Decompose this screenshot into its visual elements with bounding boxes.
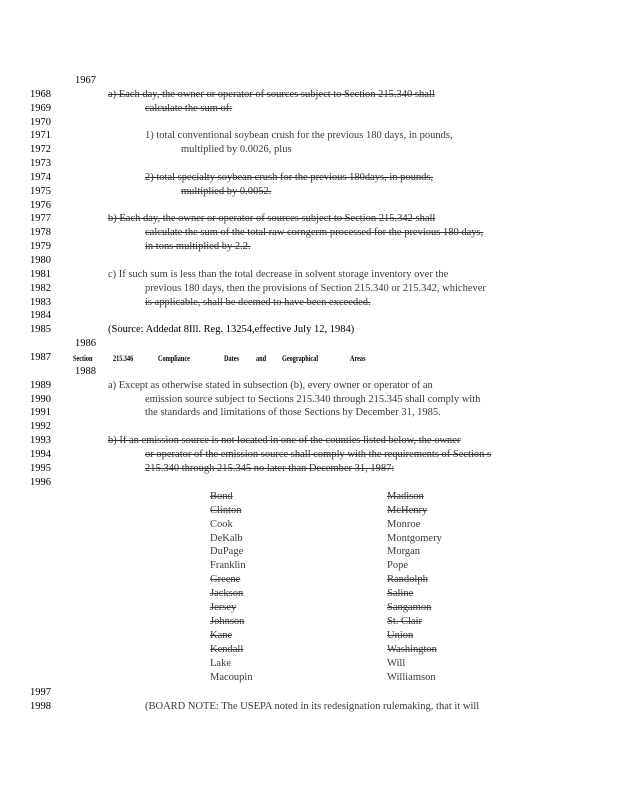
line-number: 1978 bbox=[30, 227, 51, 238]
line-number: 1970 bbox=[30, 117, 51, 128]
line-number: 1967 bbox=[75, 75, 96, 86]
line-number: 1977 bbox=[30, 213, 51, 224]
line-number: 1979 bbox=[30, 241, 51, 252]
line-number: 1994 bbox=[30, 449, 51, 460]
county-item: Jersey bbox=[210, 602, 237, 613]
line-number: 1984 bbox=[30, 310, 51, 321]
county-item: Cook bbox=[210, 519, 233, 530]
text-line: 215.340 through 215.345 no later than December 31, 1987: bbox=[145, 463, 395, 474]
text-line: multiplied by 0.0026, plus bbox=[181, 144, 292, 155]
text-line: calculate the sum of the total raw corngerm processed for the previous 180 days, bbox=[145, 227, 484, 238]
county-item: St. Clair bbox=[387, 616, 423, 627]
section-number: 215.346 bbox=[113, 354, 134, 363]
section-title-word: Geographical bbox=[282, 354, 319, 363]
line-number: 1981 bbox=[30, 269, 51, 280]
line-number: 1982 bbox=[30, 283, 51, 294]
county-item: Jackson bbox=[210, 588, 244, 599]
line-number: 1989 bbox=[30, 380, 51, 391]
text-line: the standards and limitations of those Sections by December 31, 1985. bbox=[145, 407, 441, 418]
line-number: 1995 bbox=[30, 463, 51, 474]
text-line: b) Each day, the owner or operator of sources subject to Section 215.342 shall bbox=[108, 213, 436, 224]
source-note: (Source: Addedat 8Ill. Reg. 13254,effective July 12, 1984) bbox=[108, 324, 355, 335]
text-line: calculate the sum of: bbox=[145, 103, 233, 114]
county-item: Kane bbox=[210, 630, 233, 641]
text-line: is applicable, shall be deemed to have been exceeded. bbox=[145, 297, 371, 308]
county-item: Washington bbox=[387, 644, 437, 655]
county-item: Macoupin bbox=[210, 672, 253, 683]
text-line: 1) total conventional soybean crush for the previous 180 days, in pounds, bbox=[145, 130, 453, 141]
county-item: Monroe bbox=[387, 519, 421, 530]
line-number: 1980 bbox=[30, 255, 51, 266]
text-line: previous 180 days, then the provisions of Section 215.340 or 215.342, whichever bbox=[145, 283, 486, 294]
line-number: 1997 bbox=[30, 687, 51, 698]
text-line: a) Each day, the owner or operator of sources subject to Section 215.340 shall bbox=[108, 89, 435, 100]
county-item: Greene bbox=[210, 574, 241, 585]
county-item: Johnson bbox=[210, 616, 245, 627]
text-line: or operator of the emission source shall comply with the requirements of Section s bbox=[145, 449, 492, 460]
line-number: 1973 bbox=[30, 158, 51, 169]
section-label: Section bbox=[73, 354, 93, 363]
county-item: McHenry bbox=[387, 505, 428, 516]
line-number: 1974 bbox=[30, 172, 51, 183]
line-number: 1969 bbox=[30, 103, 51, 114]
line-number: 1986 bbox=[75, 338, 96, 349]
county-item: Bond bbox=[210, 491, 233, 502]
line-number: 1971 bbox=[30, 130, 51, 141]
section-title-word: Areas bbox=[350, 354, 366, 363]
county-item: Clinton bbox=[210, 505, 242, 516]
county-item: Union bbox=[387, 630, 414, 641]
county-item: DeKalb bbox=[210, 533, 243, 544]
line-number: 1988 bbox=[75, 366, 96, 377]
county-item: Williamson bbox=[387, 672, 436, 683]
county-item: Lake bbox=[210, 658, 231, 669]
line-number: 1975 bbox=[30, 186, 51, 197]
line-number: 1972 bbox=[30, 144, 51, 155]
county-item: Will bbox=[387, 658, 406, 669]
county-item: Kendall bbox=[210, 644, 244, 655]
county-item: Sangamon bbox=[387, 602, 432, 613]
line-number: 1992 bbox=[30, 421, 51, 432]
section-title-word: Compliance bbox=[158, 354, 190, 363]
county-item: DuPage bbox=[210, 546, 244, 557]
county-item: Morgan bbox=[387, 546, 421, 557]
county-item: Montgomery bbox=[387, 533, 442, 544]
county-item: Madison bbox=[387, 491, 424, 502]
county-item: Randolph bbox=[387, 574, 428, 585]
line-number: 1968 bbox=[30, 89, 51, 100]
line-number: 1996 bbox=[30, 477, 51, 488]
line-number: 1985 bbox=[30, 324, 51, 335]
county-item: Saline bbox=[387, 588, 414, 599]
text-line: a) Except as otherwise stated in subsection (b), every owner or operator of an bbox=[108, 380, 433, 391]
line-number: 1990 bbox=[30, 394, 51, 405]
section-title-word: and bbox=[256, 354, 267, 363]
county-item: Pope bbox=[387, 560, 408, 571]
line-number: 1993 bbox=[30, 435, 51, 446]
text-line: multiplied by 0.0052. bbox=[181, 186, 272, 197]
line-number: 1983 bbox=[30, 297, 51, 308]
line-number: 1998 bbox=[30, 701, 51, 712]
section-title-word: Dates bbox=[224, 354, 239, 363]
text-line: emission source subject to Sections 215.340 through 215.345 shall comply with bbox=[145, 394, 481, 405]
line-number: 1991 bbox=[30, 407, 51, 418]
text-line: (BOARD NOTE: The USEPA noted in its redesignation rulemaking, that it will bbox=[145, 701, 480, 712]
text-line: in tons multiplied by 2.2. bbox=[145, 241, 251, 252]
text-line: 2) total specialty soybean crush for the previous 180days, in pounds, bbox=[145, 172, 434, 183]
line-number: 1987 bbox=[30, 352, 51, 363]
text-line: c) If such sum is less than the total decrease in solvent storage inventory over the bbox=[108, 269, 449, 280]
county-item: Franklin bbox=[210, 560, 246, 571]
line-number: 1976 bbox=[30, 200, 51, 211]
text-line: b) If an emission source is not located in one of the counties listed below, the owner bbox=[108, 435, 461, 446]
